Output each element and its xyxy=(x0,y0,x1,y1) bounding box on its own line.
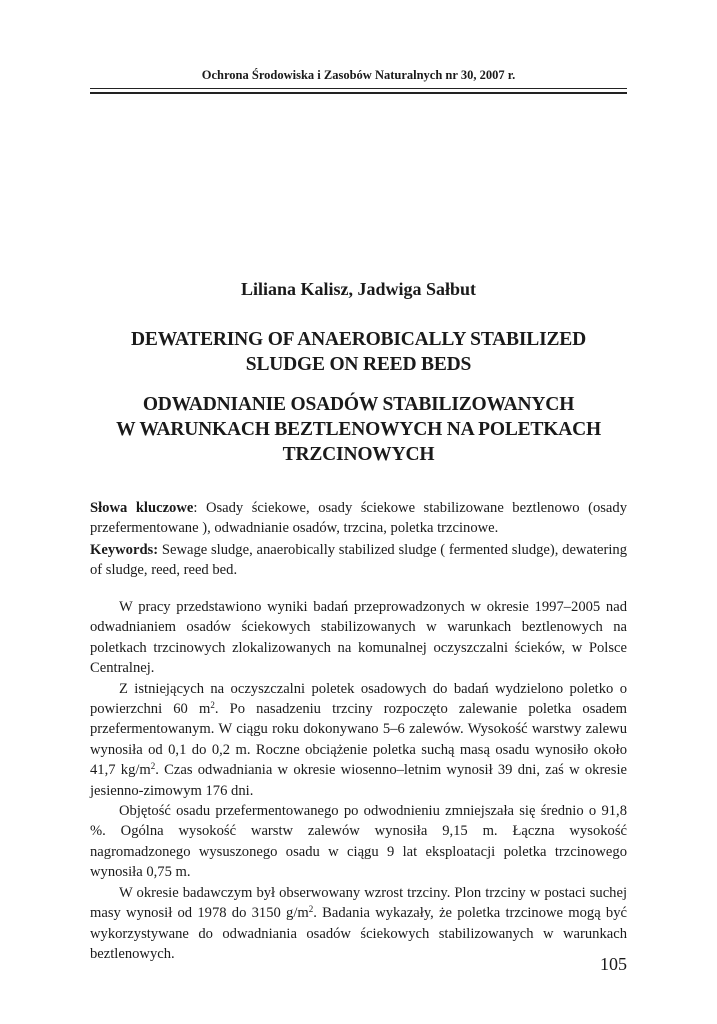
header-rule-thin xyxy=(90,88,627,89)
paragraph-text: . Czas odwadniania w okresie wiosenno–letnim wynosił 39 dni, zaś w okresie jesienno-zimowym 176 dni. xyxy=(90,762,627,799)
title-english-line: DEWATERING OF ANAEROBICALLY STABILIZED xyxy=(131,329,586,350)
superscript: 2 xyxy=(308,904,314,915)
title-english xyxy=(80,327,637,377)
keywords-english-label: Keywords: xyxy=(90,542,159,558)
paragraph xyxy=(90,679,627,801)
running-head: Ochrona Środowiska i Zasobów Naturalnych nr 30, 2007 r. xyxy=(201,68,516,82)
paragraph: Objętość osadu przefermentowanego po odwodnieniu zmniejszała się średnio o 91,8 %. Ogólna wysokość warstw zalewów wynosiła 9,15 m. Łączna wysokość nagromadzonego wysuszonego osadu w ciągu 9 lat eksploatacji poletka trzcinowego wynosiła 0,75 m. xyxy=(90,803,627,881)
authors: Liliana Kalisz, Jadwiga Sałbut xyxy=(240,279,477,299)
superscript: 2 xyxy=(150,761,156,772)
keywords-polish-label: Słowa kluczowe xyxy=(90,500,194,516)
keywords-english xyxy=(90,540,627,580)
paragraph-text: . Po nasadzeniu trzciny rozpoczęto zalewanie poletka osadem przefermentowanym. W ciągu roku dokonywano 5–6 zalewów. Wysokość warstwy zalewu wynosiła od 0,1 do 0,2 m. Roczne obciążenie poletka suchą masą osadu wynosiło około 41,7 kg/m xyxy=(90,701,627,779)
title-polish-line: W WARUNKACH BEZTLENOWYCH NA POLETKACH xyxy=(116,419,601,440)
paragraph-text: Z istniejących na oczyszczalni poletek osadowych do badań wydzielono poletko o powierzchni 60 m xyxy=(90,680,627,718)
keywords-polish-text: : Osady ściekowe, osady ściekowe stabilizowane beztlenowo (osady przefermentowane ), odwadnianie osadów, trzcina, poletka trzcinowe. xyxy=(90,500,627,536)
header-rule-thick xyxy=(90,92,627,94)
title-polish-line: ODWADNIANIE OSADÓW STABILIZOWANYCH xyxy=(142,394,575,415)
title-polish xyxy=(80,392,637,467)
keywords-english-text: Sewage sludge, anaerobically stabilized sludge ( fermented sludge), dewatering of sludge, reed, reed bed. xyxy=(90,542,627,578)
title-english-line: SLUDGE ON REED BEDS xyxy=(245,354,472,375)
paragraph-text: W okresie badawczym był obserwowany wzrost trzciny. Plon trzciny w postaci suchej masy wynosił od 1978 do 3150 g/m xyxy=(90,884,627,922)
superscript: 2 xyxy=(210,700,215,711)
paragraph xyxy=(90,883,627,965)
title-polish-line: TRZCINOWYCH xyxy=(282,444,435,465)
paragraph: W pracy przedstawiono wyniki badań przeprowadzonych w okresie 1997–2005 nad odwadnianiem osadów ściekowych stabilizowanych w warunkach beztlenowych na poletkach trzcinowych zlokalizowanych na komunalnej oczyszczalni ścieków, w Polsce Centralnej. xyxy=(90,599,627,677)
paragraph-text: . Badania wykazały, że poletka trzcinowe mogą być wykorzystywane do odwadniania osadów ściekowych stabilizowanych w warunkach beztlenowych. xyxy=(90,905,627,962)
abstract-body xyxy=(90,597,627,964)
keywords-polish xyxy=(90,498,627,538)
page-number: 105 xyxy=(600,954,627,974)
